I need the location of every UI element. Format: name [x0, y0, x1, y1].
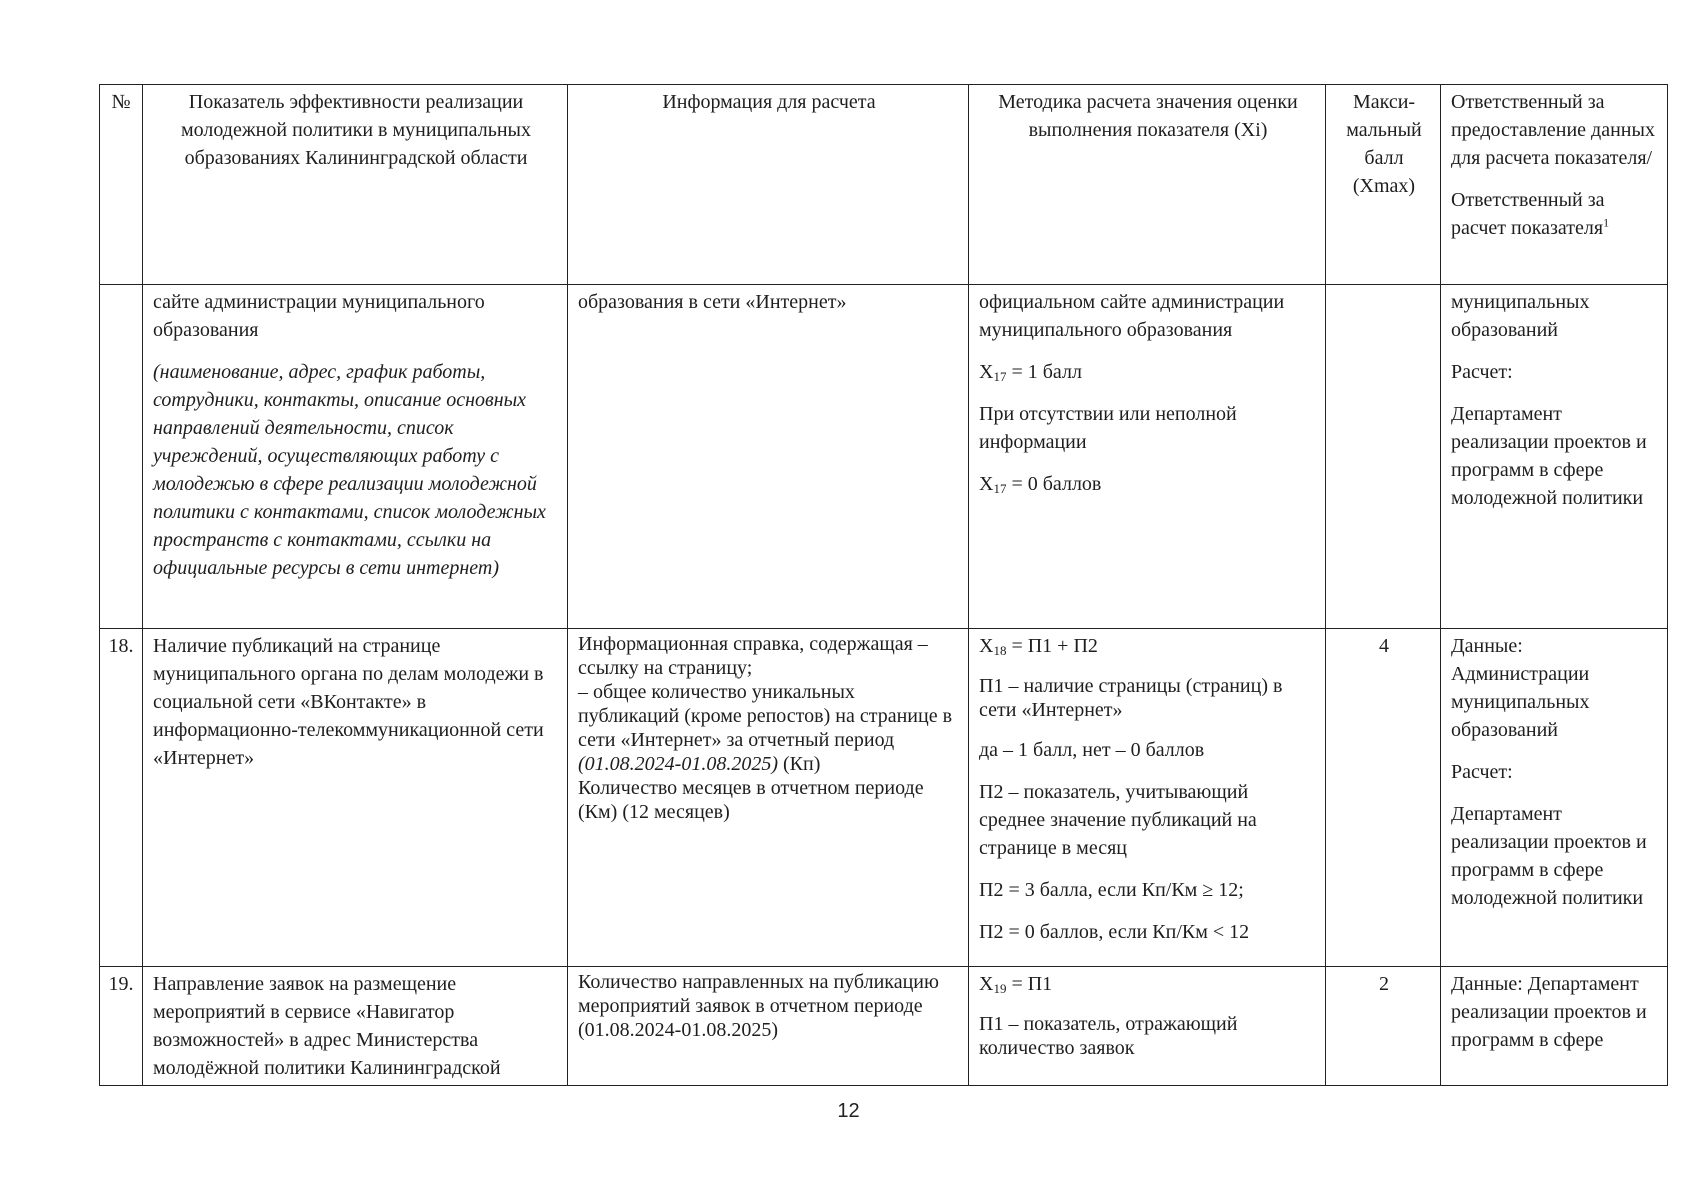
- row17-max-score: [1326, 285, 1441, 629]
- row17-indicator-details: (наименование, адрес, график работы, сотрудники, контакты, описание основных направлений деятельности, список учреждений, осуществляющих работу с молодежью в сфере реализации молодежной политики с контактами, список молодежных пространств с контактами, ссылки на официальные ресурсы в сети интернет): [153, 361, 546, 579]
- row19-indicator: Направление заявок на размещение мероприятий в сервисе «Навигатор возможностей» в адрес Министерства молодёжной политики Калининградской: [143, 967, 568, 1086]
- row18-number: 18.: [100, 629, 143, 967]
- header-max-score: Макси-мальный балл (Xmax): [1326, 85, 1441, 285]
- table-row-17: [100, 285, 1668, 629]
- header-number: №: [100, 85, 143, 285]
- header-info: Информация для расчета: [568, 85, 969, 285]
- row19-info: Количество направленных на публикацию мероприятий заявок в отчетном периоде (01.08.2024-01.08.2025): [568, 967, 969, 1086]
- row18-method: $X_{18} = П1 + П2$ П1 – наличие страницы (страниц) в сети «Интернет» да – 1 балл, нет – 0 баллов П2 – показатель, учитывающий среднее значение публикаций на странице в месяц П2 = 3 балла, если Кп/Км ≥ 12; П2 = 0 баллов, если Кп/Км < 12: [969, 629, 1326, 967]
- page-number: 12: [837, 1100, 860, 1122]
- row19-responsible: Данные: Департамент реализации проектов и программ в сфере: [1441, 967, 1668, 1086]
- header-responsible-calc: Ответственный за расчет показателя$^1$: [1451, 189, 1610, 239]
- table-row-19: [100, 967, 1668, 1086]
- row18-info: Информационная справка, содержащая – ссылку на страницу; – общее количество уникальных публикаций (кроме репостов) на странице в сети «Интернет» за отчетный период (01.08.2024-01.08.2025) (Кп) Количество месяцев в отчетном периоде (Км) (12 месяцев): [568, 629, 969, 967]
- row17-responsible: муниципальных образований Расчет: Департамент реализации проектов и программ в сфере молодежной политики: [1441, 285, 1668, 629]
- header-responsible-data: Ответственный за предоставление данных для расчета показателя/: [1451, 91, 1655, 169]
- row18-max-score: 4: [1326, 629, 1441, 967]
- row19-formula: $X_{19} = П1$: [979, 973, 1053, 996]
- header-responsible: [1441, 85, 1668, 285]
- row19-max-score: 2: [1326, 967, 1441, 1086]
- header-indicator: Показатель эффективности реализации молодежной политики в муниципальных образованиях Калининградской области: [143, 85, 568, 285]
- table-header-row: [100, 85, 1668, 285]
- row17-method: официальном сайте администрации муниципального образования $X_{17} = 1$ балл При отсутствии или неполной информации $X_{17} = 0$ баллов: [969, 285, 1326, 629]
- row18-indicator: Наличие публикаций на странице муниципального органа по делам молодежи в социальной сети «ВКонтакте» в информационно-телекоммуникационной сети «Интернет»: [143, 629, 568, 967]
- row17-info: образования в сети «Интернет»: [568, 285, 969, 629]
- row19-number: 19.: [100, 967, 143, 1086]
- table-row-18: [100, 629, 1668, 967]
- indicators-table: [99, 84, 1668, 1086]
- row17-indicator: сайте администрации муниципального образования (наименование, адрес, график работы, сотрудники, контакты, описание основных направлений деятельности, список учреждений, осуществляющих работу с молодежью в сфере реализации молодежной политики с контактами, список молодежных пространств с контактами, ссылки на официальные ресурсы в сети интернет): [143, 285, 568, 629]
- row17-number: [100, 285, 143, 629]
- row18-responsible: Данные: Администрации муниципальных образований Расчет: Департамент реализации проектов и программ в сфере молодежной политики: [1441, 629, 1668, 967]
- row17-formula-1: $X_{17} = 1$ балл: [979, 361, 1082, 384]
- header-method: Методика расчета значения оценки выполнения показателя (Xi): [969, 85, 1326, 285]
- row17-formula-2: $X_{17} = 0$ баллов: [979, 473, 1102, 496]
- row19-method: $X_{19} = П1$ П1 – показатель, отражающий количество заявок: [969, 967, 1326, 1086]
- row18-formula: $X_{18} = П1 + П2$: [979, 635, 1098, 658]
- footnote-mark: 1: [1603, 215, 1610, 230]
